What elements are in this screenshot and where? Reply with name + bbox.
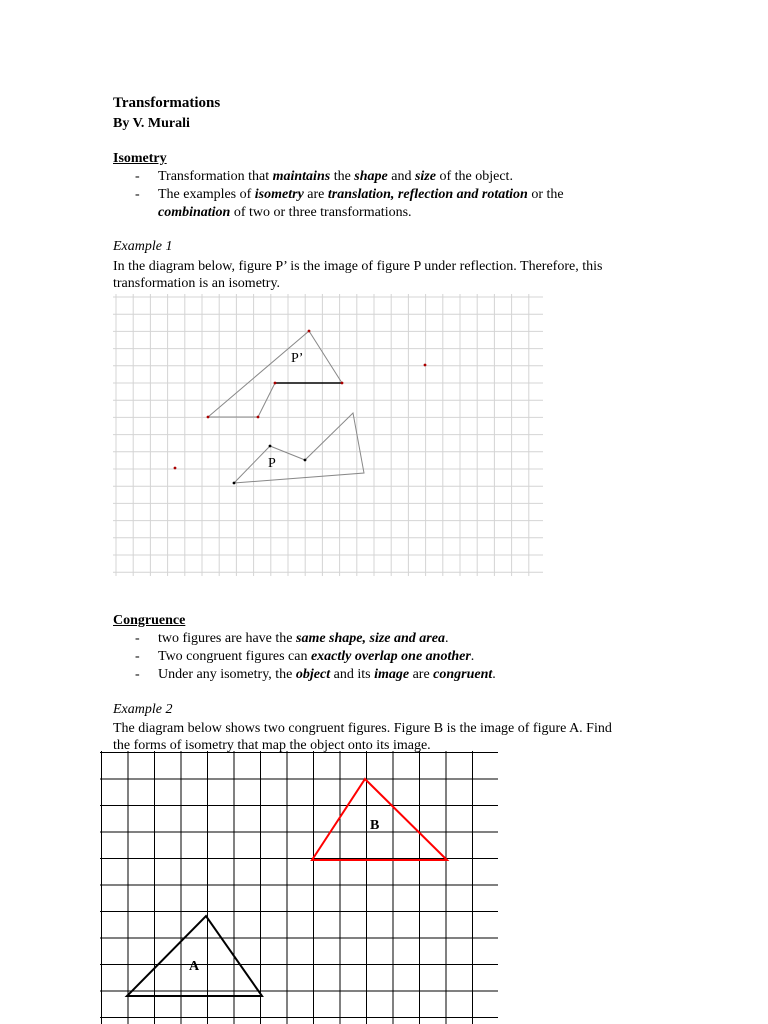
label-p: P [268, 456, 276, 471]
bullet-text: The examples of isometry are translation, reflection and rotation or the combination of two or three transformations. [158, 187, 564, 220]
author-line: By V. Murali [113, 116, 190, 131]
example-2-line-2: the forms of isometry that map the object onto its image. [113, 738, 431, 753]
congruence-bullet-3 [113, 666, 496, 684]
congruence-bullet-2 [113, 648, 496, 666]
bullet-text: Transformation that maintains the shape and size of the object. [158, 169, 513, 184]
congruence-bullets [113, 630, 496, 684]
bullet-dash: - [135, 631, 140, 646]
example-1-line-1: In the diagram below, figure P’ is the image of figure P under reflection. Therefore, this [113, 259, 603, 274]
bullet-dash: - [135, 187, 140, 202]
page-title: Transformations [113, 95, 221, 111]
isometry-bullets [113, 168, 564, 222]
bullet-dash: - [135, 667, 140, 682]
label-a: A [189, 959, 200, 974]
bullet-dash: - [135, 649, 140, 664]
example-2-label: Example 2 [113, 702, 173, 717]
bullet-text: Under any isometry, the object and its image are congruent. [158, 667, 496, 682]
label-p-prime: P’ [291, 351, 304, 366]
label-b: B [370, 818, 380, 833]
example-2-diagram [100, 751, 500, 1024]
example-1-diagram [113, 294, 543, 576]
example-2-text [113, 720, 658, 754]
congruence-heading: Congruence [113, 613, 186, 628]
isometry-bullet-1 [113, 168, 564, 186]
diagram-1-grid [113, 294, 543, 576]
figure-b-triangle [312, 779, 447, 860]
bullet-text: two figures are have the same shape, size and area. [158, 631, 449, 646]
diagram-2-grid [100, 751, 498, 1024]
isometry-bullet-2 [113, 186, 564, 222]
example-1-label: Example 1 [113, 239, 173, 254]
example-1-line-2: transformation is an isometry. [113, 276, 281, 291]
example-1-text [113, 258, 658, 292]
isometry-heading: Isometry [113, 151, 167, 166]
congruence-bullet-1 [113, 630, 496, 648]
bullet-text: Two congruent figures can exactly overlap one another. [158, 649, 475, 664]
example-2-line-1: The diagram below shows two congruent figures. Figure B is the image of figure A. Find [113, 721, 612, 736]
bullet-dash: - [135, 169, 140, 184]
figure-a-triangle [127, 916, 262, 996]
